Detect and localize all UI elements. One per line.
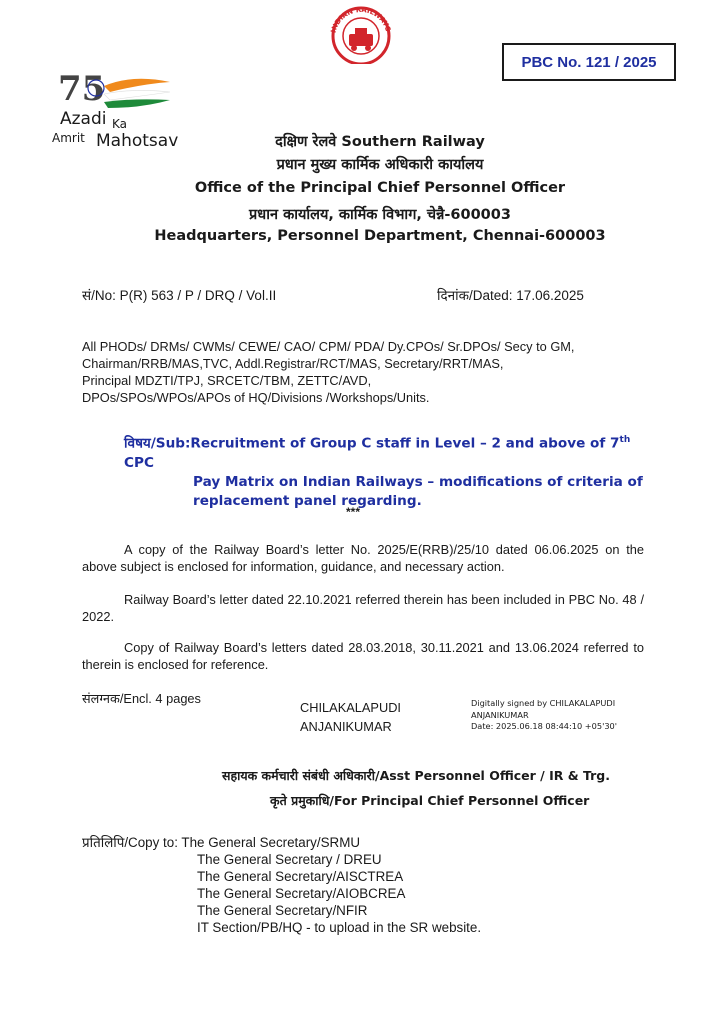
enclosure: संलग्नक/Encl. 4 pages bbox=[82, 691, 201, 706]
signer-name-line-1: CHILAKALAPUDI bbox=[300, 700, 401, 715]
signer-name-line-2: ANJANIKUMAR bbox=[300, 719, 392, 734]
pbc-number-box bbox=[502, 43, 676, 81]
addressee-line: Chairman/RRB/MAS,TVC, Addl.Registrar/RCT/MAS, Secretary/RRT/MAS, bbox=[82, 356, 504, 371]
designation-line-1: सहायक कर्मचारी संबंधी अधिकारी/Asst Personnel Officer / IR & Trg. bbox=[222, 768, 610, 783]
digital-signature bbox=[471, 698, 617, 733]
designation-line-2: कृते प्रमुकाधि/For Principal Chief Personnel Officer bbox=[270, 793, 590, 808]
indian-railways-logo bbox=[309, 4, 413, 64]
copy-to-item: IT Section/PB/HQ - to upload in the SR website. bbox=[197, 920, 482, 935]
signer-name bbox=[300, 698, 401, 736]
amrit-word: Amrit bbox=[52, 131, 85, 145]
emblem-text: INDIAN RAILWAYS bbox=[329, 5, 393, 34]
subject-line-2: Pay Matrix on Indian Railways – modifications of criteria of bbox=[193, 473, 643, 490]
copy-to-block bbox=[82, 834, 642, 936]
addressee-line: Principal MDZTI/TPJ, SRCETC/TBM, ZETTC/AVD, bbox=[82, 373, 372, 388]
copy-to-label: प्रतिलिपि/Copy to: bbox=[82, 835, 182, 850]
subject-line-1-end: CPC bbox=[124, 454, 154, 471]
subject-prefix: विषय/Sub: bbox=[124, 435, 191, 452]
copy-to-first: The General Secretary/SRMU bbox=[181, 835, 361, 850]
subject-line-1: Recruitment of Group C staff in Level – 2 and above of 7 bbox=[190, 435, 620, 452]
reference-date: दिनांक/Dated: 17.06.2025 bbox=[437, 288, 584, 303]
copy-to-item: The General Secretary/NFIR bbox=[197, 903, 368, 918]
header-line-5: Headquarters, Personnel Department, Chennai-600003 bbox=[154, 228, 606, 244]
signature-line-1: Digitally signed by CHILAKALAPUDI bbox=[471, 698, 616, 708]
header-line-4: प्रधान कार्यालय, कार्मिक विभाग, चेन्नै-600003 bbox=[249, 207, 511, 223]
azadi-75: 75 bbox=[58, 69, 106, 109]
addressee-line: DPOs/SPOs/WPOs/APOs of HQ/Divisions /Workshops/Units. bbox=[82, 390, 430, 405]
mahotsav-word: Mahotsav bbox=[96, 131, 179, 151]
copy-to-item: The General Secretary/AIOBCREA bbox=[197, 886, 406, 901]
copy-to-item: The General Secretary / DREU bbox=[197, 852, 382, 867]
separator: *** bbox=[346, 505, 361, 519]
signature-line-2: ANJANIKUMAR bbox=[471, 709, 529, 720]
header-line-2: प्रधान मुख्य कार्मिक अधिकारी कार्यालय bbox=[276, 157, 484, 173]
subject-sup: th bbox=[619, 435, 631, 445]
addressees bbox=[82, 338, 652, 406]
subject-line-3: replacement panel regarding. bbox=[193, 492, 422, 509]
header-line-1: दक्षिण रेलवे Southern Railway bbox=[275, 134, 485, 150]
pbc-number: PBC No. 121 / 2025 bbox=[521, 53, 657, 71]
ka-word: Ka bbox=[112, 117, 128, 131]
reference-number: सं/No: P(R) 563 / P / DRQ / Vol.II bbox=[82, 288, 277, 303]
addressee-line: All PHODs/ DRMs/ CWMs/ CEWE/ CAO/ CPM/ PDA/ Dy.CPOs/ Sr.DPOs/ Secy to GM, bbox=[82, 339, 575, 354]
copy-to-item: The General Secretary/AISCTREA bbox=[197, 869, 404, 884]
azadi-word: Azadi bbox=[60, 109, 107, 129]
paragraph-1: A copy of the Railway Board’s letter No. 2025/E(RRB)/25/10 dated 06.06.2025 on the above subject is enclosed for information, guidance, and necessary action. bbox=[82, 542, 644, 574]
paragraph-3: Copy of Railway Board’s letters dated 28.03.2018, 30.11.2021 and 13.06.2024 referred to therein is enclosed for reference. bbox=[82, 640, 644, 672]
header-line-3: Office of the Principal Chief Personnel Officer bbox=[194, 180, 566, 196]
subject-block bbox=[124, 431, 664, 511]
paragraph-2: Railway Board’s letter dated 22.10.2021 referred therein has been included in PBC No. 48 / 2022. bbox=[82, 592, 644, 624]
signature-line-3: Date: 2025.06.18 08:44:10 +05'30' bbox=[471, 721, 617, 731]
